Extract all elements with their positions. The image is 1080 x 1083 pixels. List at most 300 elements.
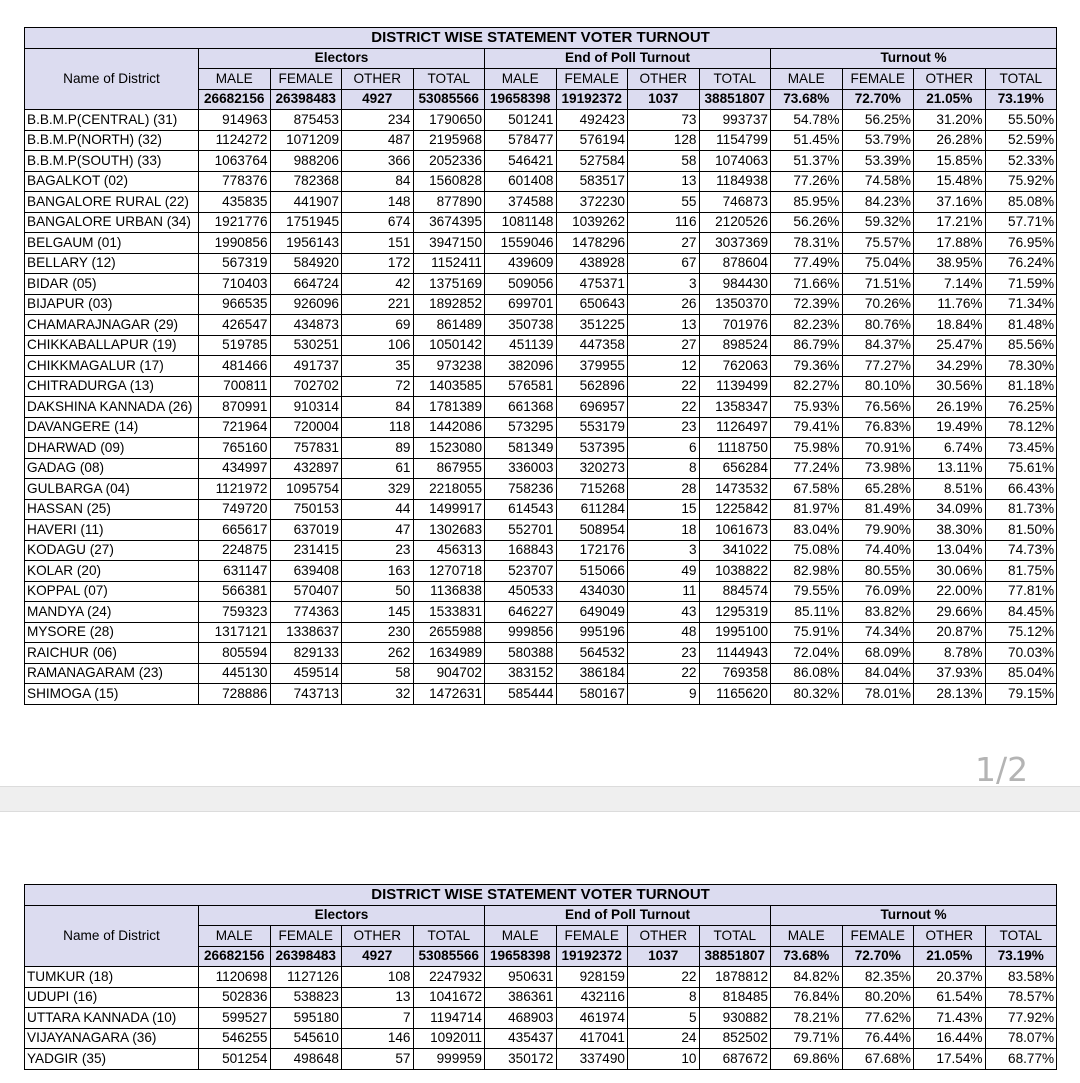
value-cell: 818485 <box>699 987 771 1008</box>
value-cell: 15.85% <box>914 151 986 172</box>
table-row <box>25 376 1057 397</box>
value-cell: 83.04% <box>771 520 843 541</box>
value-cell: 53.39% <box>842 151 914 172</box>
value-cell: 329 <box>342 479 414 500</box>
district-name-cell: DHARWAD (09) <box>25 438 199 459</box>
value-cell: 78.21% <box>771 1008 843 1029</box>
district-name-cell: MANDYA (24) <box>25 602 199 623</box>
value-cell: 22 <box>628 376 700 397</box>
value-cell: 76.24% <box>985 253 1057 274</box>
district-name-cell: TUMKUR (18) <box>25 967 199 988</box>
total-cell: 53085566 <box>413 946 485 967</box>
value-cell: 75.98% <box>771 438 843 459</box>
value-cell: 432897 <box>270 458 342 479</box>
value-cell: 1892852 <box>413 294 485 315</box>
column-header: FEMALE <box>556 926 628 947</box>
value-cell: 3 <box>628 274 700 295</box>
value-cell: 999856 <box>485 622 557 643</box>
value-cell: 434030 <box>556 581 628 602</box>
value-cell: 1126497 <box>699 417 771 438</box>
value-cell: 553179 <box>556 417 628 438</box>
district-name-cell: SHIMOGA (15) <box>25 684 199 705</box>
value-cell: 614543 <box>485 499 557 520</box>
value-cell: 1302683 <box>413 520 485 541</box>
value-cell: 904702 <box>413 663 485 684</box>
value-cell: 17.21% <box>914 212 986 233</box>
value-cell: 3947150 <box>413 233 485 254</box>
value-cell: 878604 <box>699 253 771 274</box>
value-cell: 320273 <box>556 458 628 479</box>
value-cell: 37.93% <box>914 663 986 684</box>
value-cell: 585444 <box>485 684 557 705</box>
total-cell: 26682156 <box>199 946 271 967</box>
value-cell: 71.59% <box>985 274 1057 295</box>
value-cell: 2052336 <box>413 151 485 172</box>
value-cell: 1956143 <box>270 233 342 254</box>
value-cell: 861489 <box>413 315 485 336</box>
value-cell: 85.95% <box>771 192 843 213</box>
value-cell: 1634989 <box>413 643 485 664</box>
value-cell: 84.23% <box>842 192 914 213</box>
value-cell: 74.58% <box>842 171 914 192</box>
value-cell: 487 <box>342 130 414 151</box>
value-cell: 1990856 <box>199 233 271 254</box>
value-cell: 1127126 <box>270 967 342 988</box>
value-cell: 1358347 <box>699 397 771 418</box>
district-name-cell: BELGAUM (01) <box>25 233 199 254</box>
table-row <box>25 274 1057 295</box>
value-cell: 52.33% <box>985 151 1057 172</box>
value-cell: 108 <box>342 967 414 988</box>
value-cell: 82.98% <box>771 561 843 582</box>
value-cell: 758236 <box>485 479 557 500</box>
value-cell: 30.06% <box>914 561 986 582</box>
value-cell: 649049 <box>556 602 628 623</box>
value-cell: 1560828 <box>413 171 485 192</box>
value-cell: 1071209 <box>270 130 342 151</box>
value-cell: 1074063 <box>699 151 771 172</box>
total-cell: 26398483 <box>270 946 342 967</box>
value-cell: 3674395 <box>413 212 485 233</box>
value-cell: 75.61% <box>985 458 1057 479</box>
value-cell: 746873 <box>699 192 771 213</box>
value-cell: 1050142 <box>413 335 485 356</box>
value-cell: 884574 <box>699 581 771 602</box>
value-cell: 75.57% <box>842 233 914 254</box>
table-row <box>25 987 1057 1008</box>
value-cell: 224875 <box>199 540 271 561</box>
value-cell: 674 <box>342 212 414 233</box>
value-cell: 435437 <box>485 1028 557 1049</box>
value-cell: 545610 <box>270 1028 342 1049</box>
value-cell: 382096 <box>485 356 557 377</box>
value-cell: 1499917 <box>413 499 485 520</box>
value-cell: 7.14% <box>914 274 986 295</box>
value-cell: 10 <box>628 1049 700 1070</box>
value-cell: 1403585 <box>413 376 485 397</box>
value-cell: 501254 <box>199 1049 271 1070</box>
value-cell: 552701 <box>485 520 557 541</box>
value-cell: 570407 <box>270 581 342 602</box>
value-cell: 69.86% <box>771 1049 843 1070</box>
total-cell: 21.05% <box>914 946 986 967</box>
value-cell: 74.34% <box>842 622 914 643</box>
value-cell: 42 <box>342 274 414 295</box>
value-cell: 80.55% <box>842 561 914 582</box>
value-cell: 54.78% <box>771 110 843 131</box>
value-cell: 519785 <box>199 335 271 356</box>
value-cell: 1473532 <box>699 479 771 500</box>
table-row <box>25 315 1057 336</box>
column-header: TOTAL <box>699 926 771 947</box>
value-cell: 56.25% <box>842 110 914 131</box>
table-row <box>25 397 1057 418</box>
value-cell: 805594 <box>199 643 271 664</box>
value-cell: 498648 <box>270 1049 342 1070</box>
value-cell: 79.41% <box>771 417 843 438</box>
value-cell: 501241 <box>485 110 557 131</box>
value-cell: 83.58% <box>985 967 1057 988</box>
value-cell: 700811 <box>199 376 271 397</box>
value-cell: 564532 <box>556 643 628 664</box>
group-header-row <box>25 48 1057 69</box>
value-cell: 77.49% <box>771 253 843 274</box>
value-cell: 995196 <box>556 622 628 643</box>
value-cell: 20.87% <box>914 622 986 643</box>
value-cell: 13.11% <box>914 458 986 479</box>
value-cell: 699701 <box>485 294 557 315</box>
value-cell: 85.04% <box>985 663 1057 684</box>
value-cell: 434873 <box>270 315 342 336</box>
value-cell: 1533831 <box>413 602 485 623</box>
district-name-cell: DAKSHINA KANNADA (26) <box>25 397 199 418</box>
value-cell: 51.37% <box>771 151 843 172</box>
column-header: FEMALE <box>842 926 914 947</box>
value-cell: 61.54% <box>914 987 986 1008</box>
value-cell: 1184938 <box>699 171 771 192</box>
value-cell: 106 <box>342 335 414 356</box>
value-cell: 18.84% <box>914 315 986 336</box>
district-name-cell: KODAGU (27) <box>25 540 199 561</box>
value-cell: 65.28% <box>842 479 914 500</box>
value-cell: 715268 <box>556 479 628 500</box>
value-cell: 67 <box>628 253 700 274</box>
value-cell: 70.26% <box>842 294 914 315</box>
table-row <box>25 335 1057 356</box>
value-cell: 13.04% <box>914 540 986 561</box>
value-cell: 9 <box>628 684 700 705</box>
value-cell: 58 <box>628 151 700 172</box>
value-cell: 650643 <box>556 294 628 315</box>
value-cell: 637019 <box>270 520 342 541</box>
value-cell: 481466 <box>199 356 271 377</box>
table-row <box>25 602 1057 623</box>
value-cell: 5 <box>628 1008 700 1029</box>
district-name-cell: UTTARA KANNADA (10) <box>25 1008 199 1029</box>
value-cell: 81.49% <box>842 499 914 520</box>
table-row <box>25 130 1057 151</box>
value-cell: 80.32% <box>771 684 843 705</box>
column-header: MALE <box>771 69 843 90</box>
table-row <box>25 684 1057 705</box>
value-cell: 639408 <box>270 561 342 582</box>
table-row <box>25 294 1057 315</box>
table-row <box>25 192 1057 213</box>
value-cell: 68.09% <box>842 643 914 664</box>
value-cell: 78.31% <box>771 233 843 254</box>
column-header: MALE <box>771 926 843 947</box>
value-cell: 81.97% <box>771 499 843 520</box>
value-cell: 116 <box>628 212 700 233</box>
column-header: FEMALE <box>270 69 342 90</box>
value-cell: 37.16% <box>914 192 986 213</box>
value-cell: 72.04% <box>771 643 843 664</box>
value-cell: 562896 <box>556 376 628 397</box>
value-cell: 372230 <box>556 192 628 213</box>
group-header-row <box>25 905 1057 926</box>
value-cell: 57 <box>342 1049 414 1070</box>
table-row <box>25 458 1057 479</box>
value-cell: 508954 <box>556 520 628 541</box>
value-cell: 85.11% <box>771 602 843 623</box>
total-cell: 72.70% <box>842 89 914 110</box>
value-cell: 1523080 <box>413 438 485 459</box>
value-cell: 656284 <box>699 458 771 479</box>
value-cell: 447358 <box>556 335 628 356</box>
table-row <box>25 233 1057 254</box>
table-row <box>25 1008 1057 1029</box>
group-header: Turnout % <box>771 905 1057 926</box>
column-header: OTHER <box>342 926 414 947</box>
value-cell: 34.29% <box>914 356 986 377</box>
value-cell: 750153 <box>270 499 342 520</box>
value-cell: 86.08% <box>771 663 843 684</box>
value-cell: 1120698 <box>199 967 271 988</box>
value-cell: 438928 <box>556 253 628 274</box>
value-cell: 538823 <box>270 987 342 1008</box>
value-cell: 52.59% <box>985 130 1057 151</box>
value-cell: 80.20% <box>842 987 914 1008</box>
value-cell: 664724 <box>270 274 342 295</box>
total-cell: 19192372 <box>556 946 628 967</box>
value-cell: 769358 <box>699 663 771 684</box>
value-cell: 72 <box>342 376 414 397</box>
value-cell: 75.04% <box>842 253 914 274</box>
value-cell: 491737 <box>270 356 342 377</box>
district-name-cell: RAMANAGARAM (23) <box>25 663 199 684</box>
value-cell: 27 <box>628 233 700 254</box>
value-cell: 77.27% <box>842 356 914 377</box>
value-cell: 80.76% <box>842 315 914 336</box>
value-cell: 145 <box>342 602 414 623</box>
table-row <box>25 253 1057 274</box>
value-cell: 69 <box>342 315 414 336</box>
value-cell: 71.34% <box>985 294 1057 315</box>
value-cell: 84 <box>342 171 414 192</box>
value-cell: 578477 <box>485 130 557 151</box>
column-header: OTHER <box>914 926 986 947</box>
value-cell: 58 <box>342 663 414 684</box>
value-cell: 502836 <box>199 987 271 1008</box>
value-cell: 234 <box>342 110 414 131</box>
title-row <box>25 28 1057 49</box>
value-cell: 26.19% <box>914 397 986 418</box>
value-cell: 509056 <box>485 274 557 295</box>
value-cell: 81.73% <box>985 499 1057 520</box>
value-cell: 82.35% <box>842 967 914 988</box>
value-cell: 84.45% <box>985 602 1057 623</box>
value-cell: 515066 <box>556 561 628 582</box>
total-cell: 26682156 <box>199 89 271 110</box>
value-cell: 1790650 <box>413 110 485 131</box>
value-cell: 34.09% <box>914 499 986 520</box>
value-cell: 38.95% <box>914 253 986 274</box>
value-cell: 146 <box>342 1028 414 1049</box>
value-cell: 56.26% <box>771 212 843 233</box>
value-cell: 870991 <box>199 397 271 418</box>
table-row <box>25 643 1057 664</box>
page-separator <box>0 786 1080 812</box>
table-row <box>25 561 1057 582</box>
column-header: MALE <box>485 69 557 90</box>
value-cell: 852502 <box>699 1028 771 1049</box>
total-cell: 19192372 <box>556 89 628 110</box>
column-header: OTHER <box>628 926 700 947</box>
total-cell: 53085566 <box>413 89 485 110</box>
value-cell: 988206 <box>270 151 342 172</box>
value-cell: 22 <box>628 967 700 988</box>
value-cell: 950631 <box>485 967 557 988</box>
value-cell: 583517 <box>556 171 628 192</box>
value-cell: 829133 <box>270 643 342 664</box>
value-cell: 19.49% <box>914 417 986 438</box>
value-cell: 601408 <box>485 171 557 192</box>
column-header: FEMALE <box>556 69 628 90</box>
total-cell: 26398483 <box>270 89 342 110</box>
value-cell: 3 <box>628 540 700 561</box>
value-cell: 1124272 <box>199 130 271 151</box>
value-cell: 1375169 <box>413 274 485 295</box>
value-cell: 867955 <box>413 458 485 479</box>
value-cell: 61 <box>342 458 414 479</box>
value-cell: 168843 <box>485 540 557 561</box>
value-cell: 665617 <box>199 520 271 541</box>
value-cell: 1092011 <box>413 1028 485 1049</box>
value-cell: 77.81% <box>985 581 1057 602</box>
value-cell: 417041 <box>556 1028 628 1049</box>
value-cell: 1751945 <box>270 212 342 233</box>
total-cell: 72.70% <box>842 946 914 967</box>
column-header: TOTAL <box>413 926 485 947</box>
value-cell: 76.25% <box>985 397 1057 418</box>
value-cell: 15.48% <box>914 171 986 192</box>
column-header: OTHER <box>342 69 414 90</box>
value-cell: 22.00% <box>914 581 986 602</box>
value-cell: 778376 <box>199 171 271 192</box>
value-cell: 82.23% <box>771 315 843 336</box>
value-cell: 567319 <box>199 253 271 274</box>
value-cell: 451139 <box>485 335 557 356</box>
value-cell: 81.75% <box>985 561 1057 582</box>
value-cell: 456313 <box>413 540 485 561</box>
value-cell: 77.24% <box>771 458 843 479</box>
value-cell: 172176 <box>556 540 628 561</box>
value-cell: 81.48% <box>985 315 1057 336</box>
value-cell: 1781389 <box>413 397 485 418</box>
value-cell: 966535 <box>199 294 271 315</box>
district-name-cell: HAVERI (11) <box>25 520 199 541</box>
value-cell: 163 <box>342 561 414 582</box>
value-cell: 439609 <box>485 253 557 274</box>
value-cell: 757831 <box>270 438 342 459</box>
value-cell: 74.40% <box>842 540 914 561</box>
value-cell: 6 <box>628 438 700 459</box>
value-cell: 2195968 <box>413 130 485 151</box>
value-cell: 85.08% <box>985 192 1057 213</box>
column-header: MALE <box>199 69 271 90</box>
page-number: 1/2 <box>975 750 1029 789</box>
value-cell: 875453 <box>270 110 342 131</box>
value-cell: 24 <box>628 1028 700 1049</box>
value-cell: 77.62% <box>842 1008 914 1029</box>
value-cell: 2247932 <box>413 967 485 988</box>
column-header: TOTAL <box>413 69 485 90</box>
value-cell: 22 <box>628 663 700 684</box>
value-cell: 8.78% <box>914 643 986 664</box>
district-name-cell: BANGALORE RURAL (22) <box>25 192 199 213</box>
value-cell: 53.79% <box>842 130 914 151</box>
value-cell: 75.92% <box>985 171 1057 192</box>
value-cell: 81.50% <box>985 520 1057 541</box>
value-cell: 78.30% <box>985 356 1057 377</box>
value-cell: 1338637 <box>270 622 342 643</box>
value-cell: 1118750 <box>699 438 771 459</box>
value-cell: 984430 <box>699 274 771 295</box>
value-cell: 71.51% <box>842 274 914 295</box>
value-cell: 1041672 <box>413 987 485 1008</box>
value-cell: 230 <box>342 622 414 643</box>
value-cell: 17.54% <box>914 1049 986 1070</box>
value-cell: 537395 <box>556 438 628 459</box>
value-cell: 523707 <box>485 561 557 582</box>
value-cell: 83.82% <box>842 602 914 623</box>
district-name-cell: BAGALKOT (02) <box>25 171 199 192</box>
value-cell: 75.91% <box>771 622 843 643</box>
value-cell: 1139499 <box>699 376 771 397</box>
value-cell: 546421 <box>485 151 557 172</box>
value-cell: 926096 <box>270 294 342 315</box>
column-header: MALE <box>199 926 271 947</box>
table-title: DISTRICT WISE STATEMENT VOTER TURNOUT <box>25 28 1057 49</box>
district-name-cell: UDUPI (16) <box>25 987 199 1008</box>
value-cell: 73 <box>628 110 700 131</box>
table-row <box>25 663 1057 684</box>
value-cell: 1225842 <box>699 499 771 520</box>
value-cell: 13 <box>628 171 700 192</box>
group-header: End of Poll Turnout <box>485 48 771 69</box>
value-cell: 930882 <box>699 1008 771 1029</box>
table-row <box>25 1028 1057 1049</box>
column-header: TOTAL <box>699 69 771 90</box>
value-cell: 79.71% <box>771 1028 843 1049</box>
value-cell: 28 <box>628 479 700 500</box>
value-cell: 877890 <box>413 192 485 213</box>
group-header: Electors <box>199 48 485 69</box>
value-cell: 1478296 <box>556 233 628 254</box>
district-name-cell: BELLARY (12) <box>25 253 199 274</box>
value-cell: 1350370 <box>699 294 771 315</box>
value-cell: 2655988 <box>413 622 485 643</box>
